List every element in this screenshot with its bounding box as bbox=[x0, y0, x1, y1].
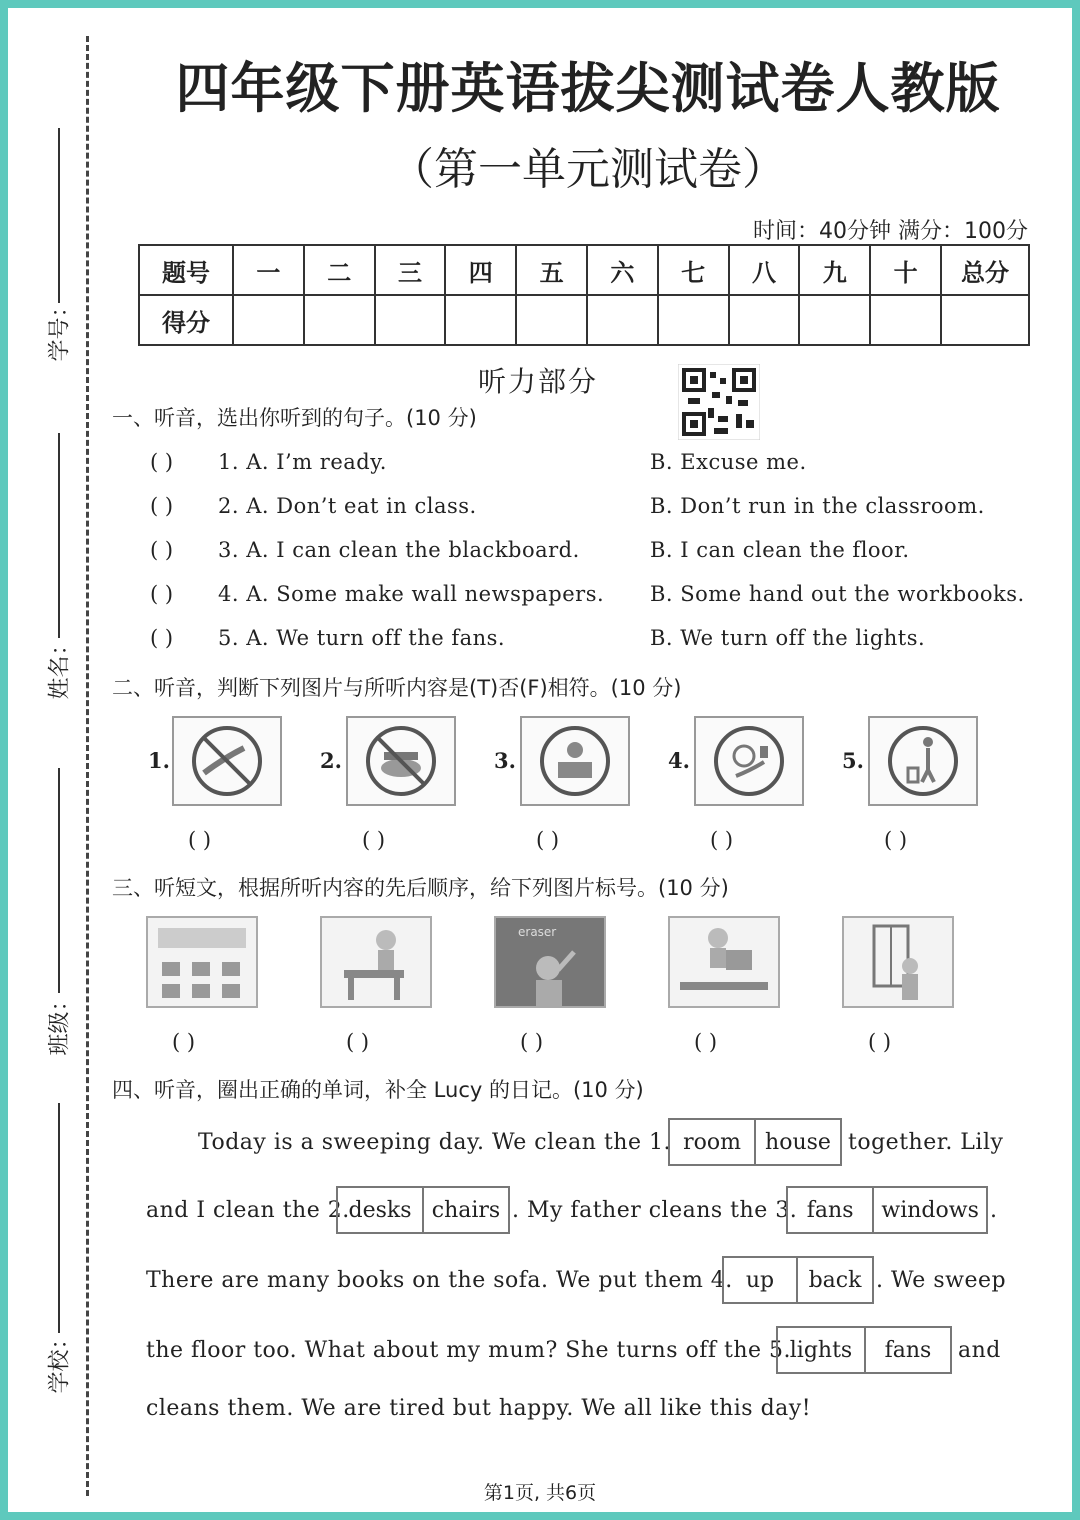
choice-box-2[interactable] bbox=[336, 1186, 510, 1234]
score-cell[interactable] bbox=[233, 295, 304, 345]
school-label: 学校： bbox=[47, 1327, 73, 1394]
answer-paren[interactable]: ( ) bbox=[346, 1030, 370, 1054]
score-header-cell: 总分 bbox=[941, 245, 1029, 295]
part1-option-b: B. Some hand out the workbooks. bbox=[650, 582, 1025, 606]
score-cell[interactable] bbox=[799, 295, 870, 345]
answer-paren[interactable]: ( ) bbox=[150, 626, 174, 650]
score-cell[interactable] bbox=[587, 295, 658, 345]
part2-number: 2. bbox=[320, 748, 342, 773]
classroom-picture bbox=[146, 916, 258, 1008]
score-header-cell: 六 bbox=[587, 245, 658, 295]
student-id-label: 学号： bbox=[47, 295, 73, 362]
student-id-line bbox=[58, 128, 60, 303]
diary-text: together. Lily bbox=[848, 1130, 1004, 1155]
answer-paren[interactable]: ( ) bbox=[710, 828, 734, 852]
answer-paren[interactable]: ( ) bbox=[868, 1030, 892, 1054]
student-desk-sign-icon bbox=[520, 716, 630, 806]
score-header-cell: 二 bbox=[304, 245, 375, 295]
diary-text: Today is a sweeping day. We clean the 1. bbox=[198, 1130, 671, 1155]
score-cell[interactable] bbox=[941, 295, 1029, 345]
answer-paren[interactable]: ( ) bbox=[694, 1030, 718, 1054]
part3-heading: 三、听短文，根据所听内容的先后顺序，给下列图片标号。(10 分) bbox=[112, 876, 729, 900]
eraser-label: eraser bbox=[518, 925, 557, 939]
score-header-cell: 五 bbox=[516, 245, 587, 295]
diary-text: cleans them. We are tired but happy. We all like this day! bbox=[146, 1396, 812, 1421]
page-footer: 第1页, 共6页 bbox=[483, 1482, 597, 1504]
score-cell[interactable] bbox=[729, 295, 800, 345]
part2-number: 1. bbox=[148, 748, 170, 773]
qr-code-icon[interactable] bbox=[678, 364, 760, 440]
choice-box-5[interactable] bbox=[776, 1326, 952, 1374]
answer-paren[interactable]: ( ) bbox=[188, 828, 212, 852]
answer-paren[interactable]: ( ) bbox=[884, 828, 908, 852]
score-header-cell: 十 bbox=[870, 245, 941, 295]
no-food-sign-icon bbox=[346, 716, 456, 806]
choice-option[interactable]: fans bbox=[806, 1197, 854, 1223]
choice-box-1[interactable] bbox=[668, 1118, 842, 1166]
answer-paren[interactable]: ( ) bbox=[150, 582, 174, 606]
exam-page bbox=[8, 8, 1072, 1512]
school-line bbox=[58, 1103, 60, 1333]
class-label: 班级： bbox=[47, 989, 73, 1056]
choice-option[interactable]: room bbox=[683, 1129, 741, 1155]
answer-paren[interactable]: ( ) bbox=[150, 450, 174, 474]
score-cell[interactable] bbox=[870, 295, 941, 345]
page-title: 四年级下册英语拔尖测试卷人教版 bbox=[175, 57, 1001, 120]
name-line bbox=[58, 433, 60, 638]
answer-paren[interactable]: ( ) bbox=[150, 494, 174, 518]
choice-option[interactable]: up bbox=[745, 1267, 775, 1293]
listening-section-title: 听力部分 bbox=[478, 365, 599, 398]
part2-heading: 二、听音，判断下列图片与所听内容是(T)否(F)相符。(10 分) bbox=[112, 676, 682, 700]
light-switch-sign-icon bbox=[694, 716, 804, 806]
part2-number: 5. bbox=[842, 748, 864, 773]
answer-paren[interactable]: ( ) bbox=[520, 1030, 544, 1054]
part1-option-a: 3. A. I can clean the blackboard. bbox=[218, 538, 580, 562]
diary-text: . My father cleans the 3. bbox=[512, 1198, 798, 1223]
choice-box-4[interactable] bbox=[722, 1256, 874, 1304]
score-cell[interactable] bbox=[658, 295, 729, 345]
diary-text: There are many books on the sofa. We put them 4. bbox=[146, 1268, 733, 1293]
class-line bbox=[58, 768, 60, 993]
choice-option[interactable]: windows bbox=[872, 1188, 986, 1232]
score-header-cell: 三 bbox=[375, 245, 446, 295]
trash-bin-sign-icon bbox=[868, 716, 978, 806]
girl-cleaning-window-picture bbox=[842, 916, 954, 1008]
part1-option-a: 5. A. We turn off the fans. bbox=[218, 626, 506, 650]
score-header-cell: 一 bbox=[233, 245, 304, 295]
answer-paren[interactable]: ( ) bbox=[536, 828, 560, 852]
choice-option[interactable]: chairs bbox=[422, 1188, 508, 1232]
choice-option[interactable]: lights bbox=[789, 1337, 853, 1363]
score-header-cell: 七 bbox=[658, 245, 729, 295]
boy-cleaning-desk-picture bbox=[320, 916, 432, 1008]
score-row-label: 得分 bbox=[139, 295, 233, 345]
part1-option-a: 4. A. Some make wall newspapers. bbox=[218, 582, 605, 606]
choice-option[interactable]: desks bbox=[348, 1197, 412, 1223]
page-subtitle: （第一单元测试卷） bbox=[390, 144, 786, 195]
score-cell[interactable] bbox=[375, 295, 446, 345]
score-table bbox=[138, 244, 1030, 346]
diary-text: . We sweep bbox=[876, 1268, 1007, 1293]
part1-option-b: B. Don’t run in the classroom. bbox=[650, 494, 985, 518]
choice-option[interactable]: back bbox=[796, 1258, 872, 1302]
exam-meta: 时间：40分钟 满分：100分 bbox=[753, 219, 1028, 244]
part1-heading: 一、听音，选出你听到的句子。(10 分) bbox=[112, 406, 477, 430]
boy-with-chair-picture bbox=[668, 916, 780, 1008]
no-washing-sign-icon bbox=[172, 716, 282, 806]
binding-dash-line bbox=[86, 36, 89, 1496]
part1-option-a: 2. A. Don’t eat in class. bbox=[218, 494, 477, 518]
name-label: 姓名： bbox=[47, 633, 73, 700]
answer-paren[interactable]: ( ) bbox=[172, 1030, 196, 1054]
diary-text: and bbox=[958, 1338, 1001, 1363]
part1-option-b: B. I can clean the floor. bbox=[650, 538, 910, 562]
diary-text: the floor too. What about my mum? She turns off the 5. bbox=[146, 1338, 792, 1363]
diary-text: . bbox=[990, 1198, 998, 1223]
diary-text: and I clean the 2. bbox=[146, 1198, 350, 1223]
answer-paren[interactable]: ( ) bbox=[150, 538, 174, 562]
score-header-row bbox=[139, 245, 1029, 295]
part2-number: 3. bbox=[494, 748, 516, 773]
boy-cleaning-blackboard-picture bbox=[494, 916, 606, 1008]
part4-heading: 四、听音，圈出正确的单词，补全 Lucy 的日记。(10 分) bbox=[112, 1078, 644, 1102]
choice-option[interactable]: house bbox=[754, 1120, 840, 1164]
score-header-cell: 题号 bbox=[139, 245, 233, 295]
score-value-row bbox=[139, 295, 1029, 345]
score-cell[interactable] bbox=[516, 295, 587, 345]
score-cell[interactable] bbox=[304, 295, 375, 345]
score-cell[interactable] bbox=[445, 295, 516, 345]
part1-option-a: 1. A. I’m ready. bbox=[218, 450, 387, 474]
score-header-cell: 九 bbox=[799, 245, 870, 295]
choice-option[interactable]: fans bbox=[864, 1328, 950, 1372]
part1-option-b: B. Excuse me. bbox=[650, 450, 807, 474]
part1-option-b: B. We turn off the lights. bbox=[650, 626, 926, 650]
score-header-cell: 四 bbox=[445, 245, 516, 295]
choice-box-3[interactable] bbox=[786, 1186, 988, 1234]
score-header-cell: 八 bbox=[729, 245, 800, 295]
part2-number: 4. bbox=[668, 748, 690, 773]
answer-paren[interactable]: ( ) bbox=[362, 828, 386, 852]
